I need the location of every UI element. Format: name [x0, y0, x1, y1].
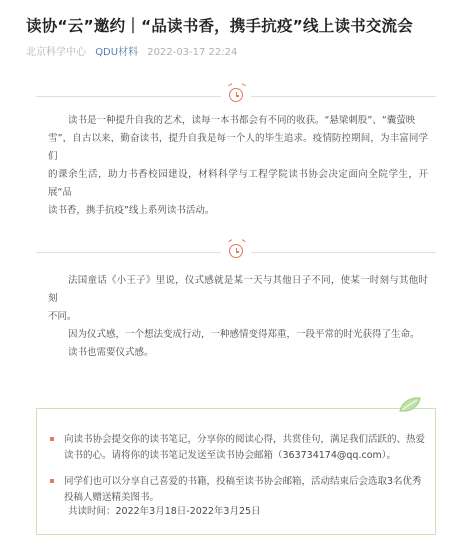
notice-item-2: 同学们也可以分享自己喜爱的书籍，投稿至读书协会邮箱，活动结束后会选取3名优秀 投稿人赠送精美图书。 — [50, 474, 426, 506]
article-meta — [26, 43, 237, 58]
section-divider-left — [36, 252, 221, 253]
section1-paragraph — [48, 112, 428, 220]
article-title: 读协“云”邀约｜“品读书香，携手抗疫”线上读书交流会 — [26, 17, 413, 35]
publish-date: 2022-03-17 22:24 — [147, 47, 238, 58]
section-divider-left — [36, 96, 221, 97]
reading-time: 共读时间：2022年3月18日-2022年3月25日 — [68, 506, 261, 517]
section2-line: 因为仪式感，一个想法变成行动，一种感情变得郑重，一段平常的时光获得了生命。 — [68, 329, 420, 340]
section1-line: 读书香，携手抗疫”线上系列读书活动。 — [48, 205, 215, 216]
article-source: 北京科学中心 — [26, 47, 86, 58]
alarm-clock-icon — [229, 88, 243, 102]
section2-paragraph — [48, 272, 428, 362]
section1-line: 的课余生活，助力书香校园建设，材料科学与工程学院读书协会决定面向全院学生，开展“品 — [48, 169, 428, 198]
section2-line: 法国童话《小王子》里说，仪式感就是某一天与其他日子不同，使某一时刻与其他时刻 — [48, 275, 428, 304]
account-name-link[interactable]: QDU材料 — [95, 47, 139, 58]
leaf-icon — [398, 396, 422, 414]
section1-line: 雪”，自古以来，勤奋读书，提升自我是每一个人的毕生追求。疫情防控期间，为丰富同学们 — [48, 133, 428, 162]
section2-line: 读书也需要仪式感。 — [68, 347, 154, 358]
square-bullet-icon — [50, 437, 54, 441]
section-divider-right — [251, 252, 436, 253]
section2-line: 不同。 — [48, 311, 77, 322]
square-bullet-icon — [50, 479, 54, 483]
alarm-clock-icon — [229, 244, 243, 258]
section-divider-right — [251, 96, 436, 97]
section1-line: 读书是一种提升自我的艺术，读每一本书都会有不同的收获。“悬梁刺股”、“囊萤映 — [68, 115, 416, 126]
notice-item-1: 向读书协会提交你的读书笔记，分享你的阅读心得，共赏佳句，满足我们活跃的、热爱 读书的心。请将你的读书笔记发送至读书协会邮箱（363734174@qq.com）。 — [50, 432, 426, 464]
